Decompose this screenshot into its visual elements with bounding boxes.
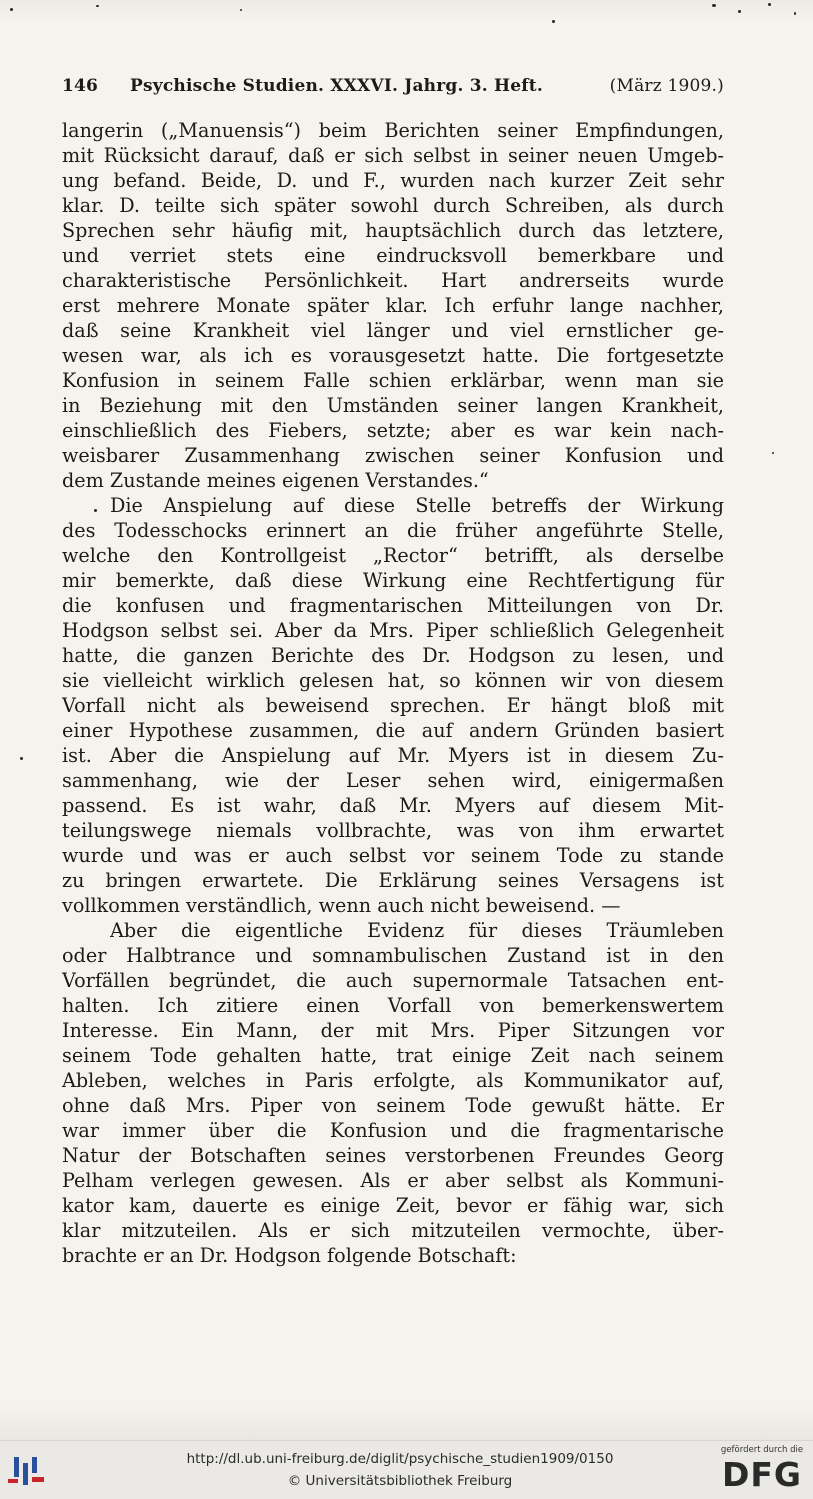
text-line: Hodgson selbst sei. Aber da Mrs. Piper schließlich Gelegenheit <box>62 619 724 642</box>
viewer-footer <box>0 1440 813 1499</box>
text-line: einer Hypothese zusammen, die auf andern Gründen basiert <box>62 719 724 742</box>
text-line: teilungswege niemals vollbrachte, was von ihm erwartet <box>62 819 724 842</box>
text-line: klar. D. teilte sich später sowohl durch Schreiben, als durch <box>62 194 724 217</box>
text-line: seinem Tode gehalten hatte, trat einige Zeit nach seinem <box>62 1044 724 1067</box>
text-line: Pelham verlegen gewesen. Als er aber selbst als Kommuni- <box>62 1169 724 1192</box>
text-line: Konfusion in seinem Falle schien erklärbar, wenn man sie <box>62 369 724 392</box>
page-number: 146 <box>62 76 99 96</box>
scan-speck <box>20 757 23 760</box>
text-line: und verriet stets eine eindrucksvoll bemerkbare und <box>62 244 724 267</box>
text-line: Natur der Botschaften seines verstorbenen Freundes Georg <box>62 1144 724 1167</box>
ub-freiburg-logo-icon <box>8 1449 50 1491</box>
text-line: welche den Kontrollgeist „Rector“ betrifft, als derselbe <box>62 544 724 567</box>
text-line: hatte, die ganzen Berichte des Dr. Hodgson zu lesen, und <box>62 644 724 667</box>
text-line: einschließlich des Fiebers, setzte; aber es war kein nach- <box>62 419 724 442</box>
text-line: des Todesschocks erinnert an die früher angeführte Stelle, <box>62 519 724 542</box>
text-line: Interesse. Ein Mann, der mit Mrs. Piper Sitzungen vor <box>62 1019 724 1042</box>
text-line: sie vielleicht wirklich gelesen hat, so können wir von diesem <box>62 669 724 692</box>
text-line: zu bringen erwartete. Die Erklärung seines Versagens ist <box>62 869 724 892</box>
text-line: Sprechen sehr häufig mit, hauptsächlich durch das letztere, <box>62 219 724 242</box>
dfg-caption: gefördert durch die <box>720 1445 804 1455</box>
copyright-notice: © Universitätsbibliothek Freiburg <box>287 1473 513 1489</box>
text-line: kator kam, dauerte es einige Zeit, bevor er fähig war, sich <box>62 1194 724 1217</box>
scan-speck <box>768 3 771 6</box>
scan-speck <box>240 9 242 11</box>
text-line: Aber die eigentliche Evidenz für dieses Träumleben <box>110 919 724 942</box>
text-line: Vorfall nicht als beweisend sprechen. Er hängt bloß mit <box>62 694 724 717</box>
text-line: ist. Aber die Anspielung auf Mr. Myers ist in diesem Zu- <box>62 744 724 767</box>
text-line: passend. Es ist wahr, daß Mr. Myers auf diesem Mit- <box>62 794 724 817</box>
page-url-link[interactable]: http://dl.ub.uni-freiburg.de/diglit/psychische_studien1909/0150 <box>186 1451 614 1467</box>
text-line: war immer über die Konfusion und die fragmentarische <box>62 1119 724 1142</box>
text-line: erst mehrere Monate später klar. Ich erfuhr lange nachher, <box>62 294 724 317</box>
text-line: wesen war, als ich es vorausgesetzt hatte. Die fortgesetzte <box>62 344 724 367</box>
scan-bottom-edge <box>0 1405 813 1440</box>
scan-speck <box>10 8 13 11</box>
text-line: brachte er an Dr. Hodgson folgende Botschaft: <box>62 1244 517 1267</box>
scan-speck <box>712 4 716 7</box>
text-line: vollkommen verständlich, wenn auch nicht beweisend. — <box>62 894 621 917</box>
scan-speck <box>552 20 555 23</box>
text-line: Vorfällen begründet, die auch supernormale Tatsachen ent- <box>62 969 724 992</box>
text-line: wurde und was er auch selbst vor seinem Tode zu stande <box>62 844 724 867</box>
text-line: dem Zustande meines eigenen Verstandes.“ <box>62 469 489 492</box>
text-line: charakteristische Persönlichkeit. Hart andrerseits wurde <box>62 269 724 292</box>
text-line: Die Anspielung auf diese Stelle betreffs der Wirkung <box>110 494 724 517</box>
text-line: halten. Ich zitiere einen Vorfall von bemerkenswertem <box>62 994 724 1017</box>
dfg-logo: DFG <box>721 1455 803 1494</box>
text-line: weisbarer Zusammenhang zwischen seiner Konfusion und <box>62 444 724 467</box>
scan-speck <box>738 10 741 13</box>
text-line: klar mitzuteilen. Als er sich mitzuteilen vermochte, über- <box>62 1219 724 1242</box>
text-line: daß seine Krankheit viel länger und viel ernstlicher ge- <box>62 319 724 342</box>
text-line: mir bemerkte, daß diese Wirkung eine Rechtfertigung für <box>62 569 724 592</box>
text-line: Ableben, welches in Paris erfolgte, als Kommunikator auf, <box>62 1069 724 1092</box>
text-line: langerin („Manuensis“) beim Berichten seiner Empfindungen, <box>62 119 724 142</box>
text-line: mit Rücksicht darauf, daß er sich selbst in seiner neuen Umgeb- <box>62 144 724 167</box>
text-line: ohne daß Mrs. Piper von seinem Tode gewußt hätte. Er <box>62 1094 724 1117</box>
text-line: oder Halbtrance und somnambulischen Zustand ist in den <box>62 944 724 967</box>
scan-top-edge <box>0 0 813 22</box>
running-title: Psychische Studien. XXXVI. Jahrg. 3. Heft. <box>130 76 543 96</box>
text-line: sammenhang, wie der Leser sehen wird, einigermaßen <box>62 769 724 792</box>
text-line: in Beziehung mit den Umständen seiner langen Krankheit, <box>62 394 724 417</box>
scan-speck <box>94 509 97 512</box>
text-line: ung befand. Beide, D. und F., wurden nach kurzer Zeit sehr <box>62 169 724 192</box>
running-header <box>62 76 724 102</box>
scan-speck <box>794 12 796 15</box>
scan-speck <box>772 452 774 454</box>
scan-speck <box>96 5 99 7</box>
issue-date: (März 1909.) <box>609 76 724 96</box>
text-line: die konfusen und fragmentarischen Mitteilungen von Dr. <box>62 594 724 617</box>
